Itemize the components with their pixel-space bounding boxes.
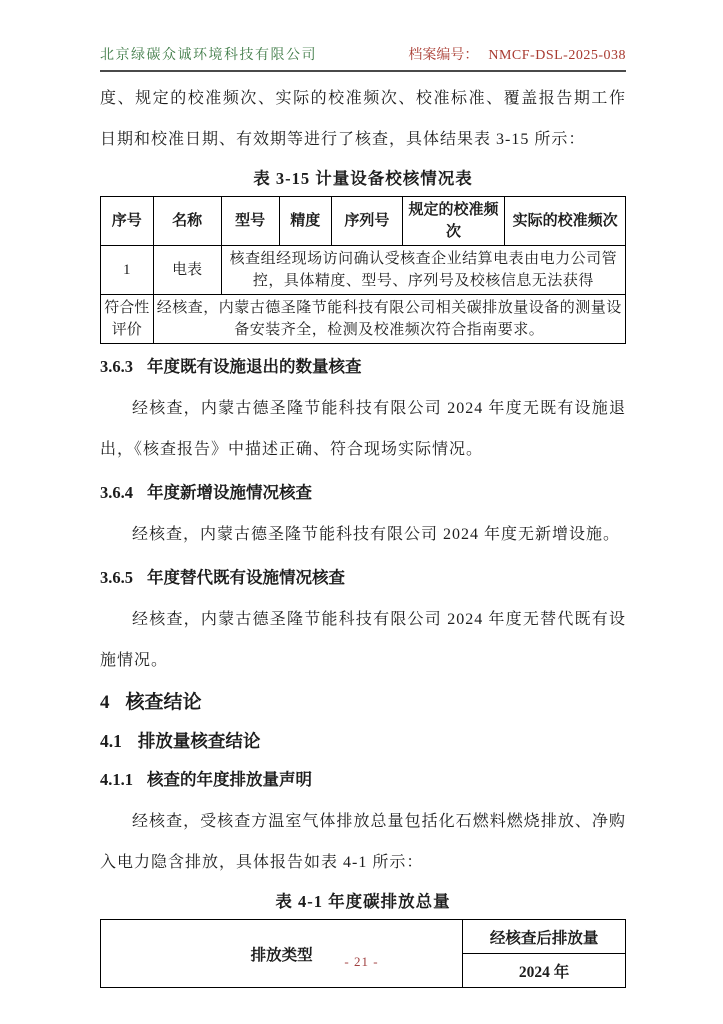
col-header-serial: 序列号 (332, 197, 403, 246)
chapter-title: 核查结论 (125, 692, 202, 713)
paragraph-3-6-4: 经核查，内蒙古德圣隆节能科技有限公司 2024 年度无新增设施。 (132, 526, 621, 543)
page-header (100, 44, 626, 72)
table-3-15-title: 表 3-15 计量设备校核情况表 (253, 169, 473, 188)
page-footer (0, 954, 723, 970)
section-number: 3.6.3 (100, 357, 133, 376)
table-row-compliance (101, 295, 626, 344)
section-number: 4.1 (100, 731, 122, 751)
col-header-model: 型号 (221, 197, 279, 246)
section-number: 3.6.4 (100, 483, 133, 502)
section-heading-3-6-5 (100, 563, 626, 593)
section-heading-4-1 (100, 725, 626, 757)
chapter-heading-4 (100, 687, 626, 719)
section-number: 3.6.5 (100, 568, 133, 587)
table-4-1-title: 表 4-1 年度碳排放总量 (275, 892, 451, 911)
paragraph-4-1-1: 经核查，受核查方温室气体排放总量包括化石燃料燃烧排放、净购入电力隐含排放，具体报告如表 4-1 所示： (100, 813, 626, 871)
col-header-name: 名称 (153, 197, 221, 246)
section-heading-4-1-1 (100, 765, 626, 795)
section-title: 年度替代既有设施情况核查 (147, 568, 345, 587)
col-header-precision: 精度 (279, 197, 332, 246)
paragraph-3-6-3: 经核查，内蒙古德圣隆节能科技有限公司 2024 年度无既有设施退出，《核查报告》中描述正确、符合现场实际情况。 (100, 400, 626, 458)
col-header-actual-freq: 实际的校准频次 (505, 197, 626, 246)
company-name: 北京绿碳众诚环境科技有限公司 (100, 48, 317, 63)
section-heading-3-6-3 (100, 352, 626, 382)
table-3-15-header-row (101, 197, 626, 246)
cell-compliance-note: 经核查，内蒙古德圣隆节能科技有限公司相关碳排放量设备的测量设备安装齐全，检测及校准频次符合指南要求。 (153, 295, 626, 344)
chapter-number: 4 (100, 692, 110, 713)
page-number: - 21 - (344, 954, 379, 969)
archive-label: 档案编号： (408, 48, 479, 63)
cell-compliance-label: 符合性评价 (101, 295, 154, 344)
col-header-no: 序号 (101, 197, 154, 246)
section-title: 年度新增设施情况核查 (147, 483, 312, 502)
paragraph-calibration-intro: 度、规定的校准频次、实际的校准频次、校准标准、覆盖报告期工作日期和校准日期、有效期等进行了核查，具体结果表 3-15 所示： (100, 90, 626, 148)
archive-number-field (408, 44, 626, 64)
section-title: 排放量核查结论 (137, 731, 261, 751)
cell-device-no: 1 (101, 246, 154, 295)
cell-verified-emission-header: 经核查后排放量 (463, 920, 626, 954)
paragraph-3-6-5: 经核查，内蒙古德圣隆节能科技有限公司 2024 年度无替代既有设施情况。 (100, 611, 626, 669)
table-row-device (101, 246, 626, 295)
cell-device-name: 电表 (153, 246, 221, 295)
cell-device-note: 核查组经现场访问确认受核查企业结算电表由电力公司管控，具体精度、型号、序列号及校核信息无法获得 (221, 246, 625, 295)
section-title: 年度既有设施退出的数量核查 (147, 357, 362, 376)
section-number: 4.1.1 (100, 770, 133, 789)
table-3-15 (100, 196, 626, 344)
cell-emission-type-header: 排放类型 (101, 920, 463, 988)
table-4-1-row-top (101, 920, 626, 954)
archive-number: NMCF-DSL-2025-038 (488, 48, 626, 63)
cell-year-header: 2024 年 (463, 954, 626, 988)
col-header-required-freq: 规定的校准频次 (402, 197, 504, 246)
section-title: 核查的年度排放量声明 (147, 770, 312, 789)
section-heading-3-6-4 (100, 478, 626, 508)
